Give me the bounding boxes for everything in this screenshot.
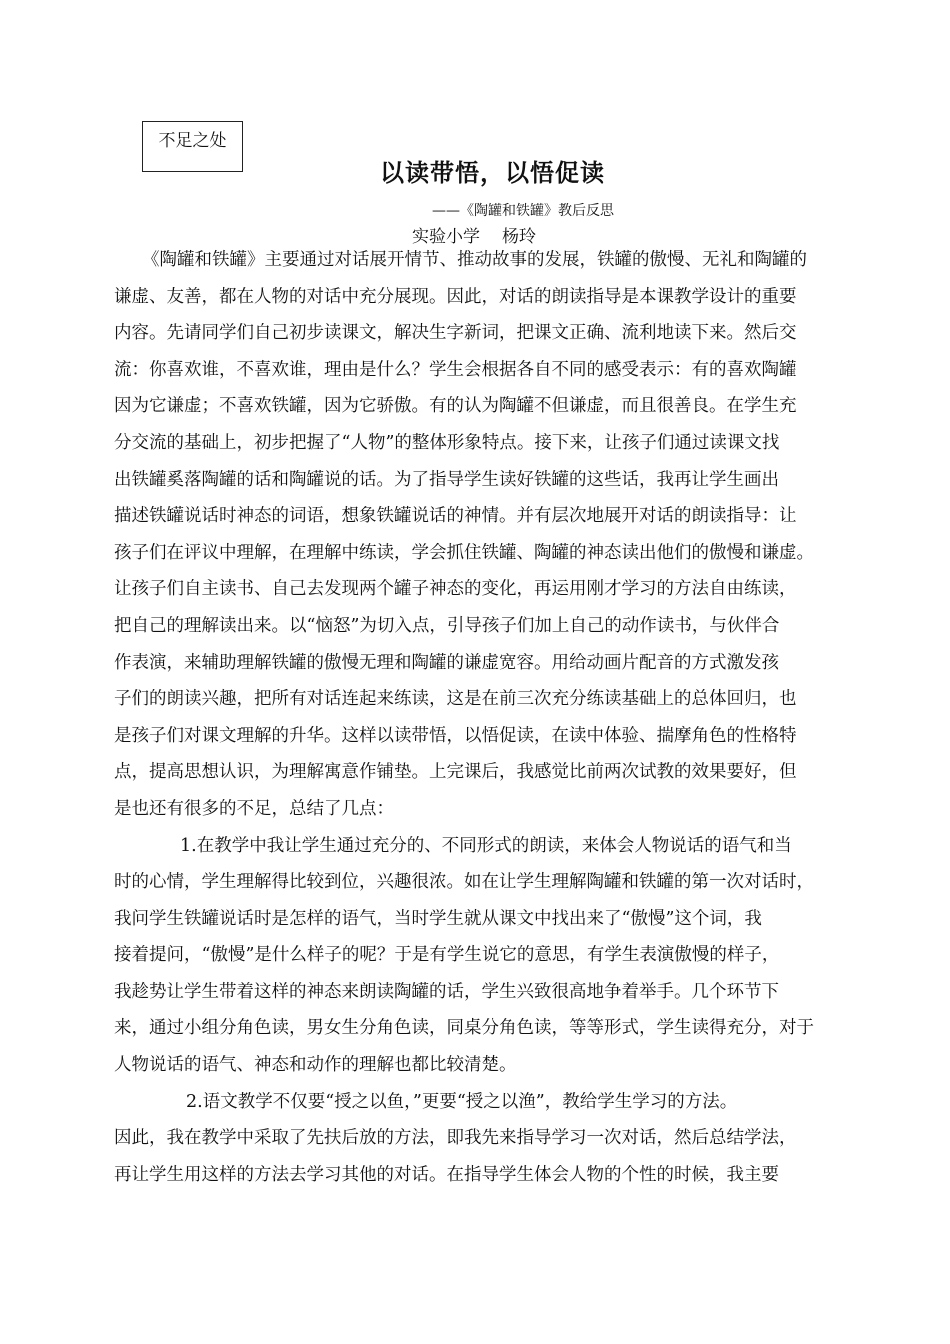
paragraph-line: 接着提问，“傲慢”是什么样子的呢？于是有学生说它的意思，有学生表演傲慢的样子， — [114, 945, 780, 966]
paragraph-line: 是孩子们对课文理解的升华。这样以读带悟，以悟促读，在读中体验、揣摩角色的性格特 — [114, 725, 797, 746]
paragraph-line: 时的心情，学生理解得比较到位，兴趣很浓。如在让学生理解陶罐和铁罐的第一次对话时， — [114, 872, 814, 893]
paragraph-line: 子们的朗读兴趣，把所有对话连起来练读，这是在前三次充分练读基础上的总体回归，也 — [114, 689, 797, 710]
paragraph-line: 因为它谦虚；不喜欢铁罐，因为它骄傲。有的认为陶罐不但谦虚，而且很善良。在学生充 — [114, 396, 797, 417]
paragraph-line: 孩子们在评议中理解，在理解中练读，学会抓住铁罐、陶罐的神态读出他们的傲慢和谦虚。 — [114, 542, 814, 563]
paragraph-line: 人物说话的语气、神态和动作的理解也都比较清楚。 — [114, 1055, 517, 1076]
page-title: 以读带悟，以悟促读 — [380, 159, 605, 187]
paragraph-line: 我趁势让学生带着这样的神态来朗读陶罐的话，学生兴致很高地争着举手。几个环节下 — [114, 981, 779, 1002]
paragraph-line: 再让学生用这样的方法去学习其他的对话。在指导学生体会人物的个性的时候，我主要 — [114, 1164, 779, 1185]
paragraph-line: 作表演，来辅助理解铁罐的傲慢无理和陶罐的谦虚宽容。用给动画片配音的方式激发孩 — [114, 652, 779, 673]
paragraph-line: 点，提高思想认识，为理解寓意作铺垫。上完课后，我感觉比前两次试教的效果要好，但 — [114, 762, 797, 783]
paragraph-line: 把自己的理解读出来。以“恼怒”为切入点，引导孩子们加上自己的动作读书，与伙伴合 — [114, 615, 780, 636]
paragraph-line: 分交流的基础上，初步把握了“人物”的整体形象特点。接下来，让孩子们通过读课文找 — [114, 432, 780, 453]
paragraph-line: 流：你喜欢谁，不喜欢谁，理由是什么？学生会根据各自不同的感受表示：有的喜欢陶罐 — [114, 359, 797, 380]
paragraph-line: 《陶罐和铁罐》主要通过对话展开情节、推动故事的发展，铁罐的傲慢、无礼和陶罐的 — [142, 250, 807, 270]
paragraph-line: 内容。先请同学们自己初步读课文，解决生字新词，把课文正确、流利地读下来。然后交 — [114, 323, 797, 344]
paragraph-line: 是也还有很多的不足，总结了几点： — [114, 798, 394, 819]
paragraph-line: 描述铁罐说话时神态的词语，想象铁罐说话的神情。并有层次地展开对话的朗读指导：让 — [114, 506, 797, 527]
paragraph-line: 出铁罐奚落陶罐的话和陶罐说的话。为了指导学生读好铁罐的这些话，我再让学生画出 — [114, 469, 779, 490]
author-school: 实验小学 — [412, 227, 480, 247]
paragraph-line: 来，通过小组分角色读，男女生分角色读，同桌分角色读，等等形式，学生读得充分，对于 — [114, 1018, 814, 1039]
paragraph-line: 我问学生铁罐说话时是怎样的语气，当时学生就从课文中找出来了“傲慢”这个词，我 — [114, 908, 762, 929]
author-name: 杨玲 — [502, 227, 536, 247]
page-subtitle: ——《陶罐和铁罐》教后反思 — [432, 203, 614, 219]
body-text — [114, 242, 838, 1193]
paragraph-line: 因此，我在教学中采取了先扶后放的方法，即我先来指导学习一次对话，然后总结学法， — [114, 1128, 797, 1149]
paragraph-line: 让孩子们自主读书、自己去发现两个罐子神态的变化，再运用刚才学习的方法自由练读， — [114, 579, 797, 600]
paragraph-line: 2.语文教学不仅要“授之以鱼，”更要“授之以渔”，教给学生学习的方法。 — [186, 1091, 738, 1112]
annotation-label-box: 不足之处 — [142, 121, 243, 172]
paragraph-line: 谦虚、友善，都在人物的对话中充分展现。因此，对话的朗读指导是本课教学设计的重要 — [114, 286, 797, 307]
paragraph-line: 1.在教学中我让学生通过充分的、不同形式的朗读，来体会人物说话的语气和当 — [180, 835, 792, 856]
